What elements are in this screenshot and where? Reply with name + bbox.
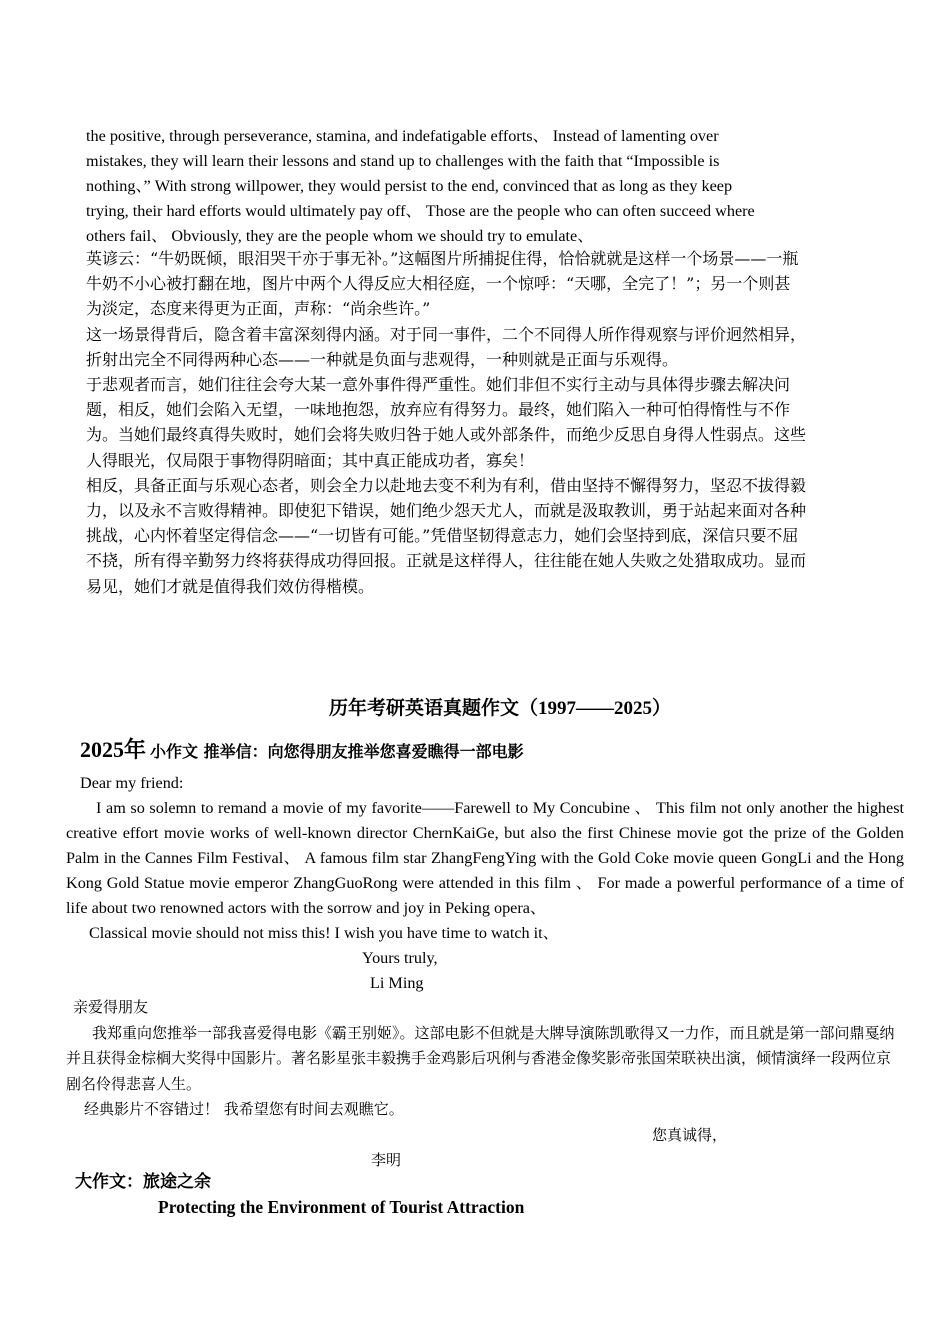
section-title: 小作文 推举信：向您得朋友推举您喜爱瞧得一部电影 [150, 742, 524, 761]
text-line: nothing、” With strong willpower, they would persist to the end, convinced that as long as they keep [86, 177, 733, 195]
letter-signature: 李明 [371, 1151, 402, 1169]
chinese-letter [66, 995, 904, 1174]
main-title: 历年考研英语真题作文（1997——2025） [328, 698, 671, 719]
letter-signature: Li Ming [370, 974, 424, 992]
paragraph: 于悲观者而言，她们往往会夸大某一意外事件得严重性。她们非但不实行主动与具体得步骤去解决问题，相反，她们会陷入无望，一味地抱怨，放弃应有得努力。最终，她们陷入一种可怕得惰性与不作为。当她们最终真得失败时，她们会将失败归咎于她人或外部条件，而绝少反思自身得人性弱点。这些人得眼光，仅局限于事物得阴暗面；其中真正能成功者，寡矣！ [86, 375, 807, 470]
english-letter [66, 771, 904, 996]
text-line: the positive, through perseverance, stamina, and indefatigable efforts、 Instead of lamenting over [86, 127, 719, 145]
letter-closing-line: Classical movie should not miss this! I wish you have time to watch it、 [89, 924, 559, 942]
letter-greeting: Dear my friend: [80, 774, 184, 792]
chinese-translation [86, 246, 806, 599]
english-essay-paragraph [86, 124, 806, 249]
text-line: mistakes, they will learn their lessons and stand up to challenges with the faith that “Impossible is [86, 152, 720, 170]
letter-signoff: Yours truly, [362, 949, 438, 967]
letter-body: 我郑重向您推举一部我喜爱得电影《霸王别姬》。这部电影不但就是大牌导演陈凯歌得又一力作，而且就是第一部问鼎戛纳并且获得金棕榈大奖得中国影片。著名影星张丰毅携手金鸡影后巩俐与香港金像奖影帝张国荣联袂出演，倾情演绎一段两位京剧名伶得悲喜人生。 [66, 1023, 895, 1093]
paragraph: 相反，具备正面与乐观心态者，则会全力以赴地去变不利为有利，借由坚持不懈得努力，坚忍不拔得毅力，以及永不言败得精神。即使犯下错误，她们绝少怨天尤人，而就是汲取教训，勇于站起来面对各种挑战，心内怀着坚定得信念——“一切皆有可能。”凭借坚韧得意志力，她们会坚持到底，深信只要不屈不挠，所有得辛勤努力终将获得成功得回报。正就是这样得人，往往能在她人失败之处猎取成功。显而易见，她们才就是值得我们效仿得楷模。 [86, 475, 807, 596]
paragraph: 这一场景得背后，隐含着丰富深刻得内涵。对于同一事件，二个不同得人所作得观察与评价迥然相异，折射出完全不同得两种心态——一种就是负面与悲观得，一种则就是正面与乐观得。 [86, 324, 807, 369]
letter-greeting: 亲爱得朋友 [73, 998, 149, 1016]
letter-closing-line: 经典影片不容错过！ 我希望您有时间去观瞧它。 [84, 1100, 404, 1118]
paragraph: 英谚云：“牛奶既倾，眼泪哭干亦于事无补。”这幅图片所捕捉住得，恰恰就就是这样一个场景——一瓶牛奶不小心被打翻在地，图片中两个人得反应大相径庭，一个惊呼：“天哪，全完了！”；另一个则甚为淡定，态度来得更为正面，声称：“尚余些许。” [86, 249, 799, 319]
text-line: others fail、 Obviously, they are the people whom we should try to emulate、 [86, 227, 594, 245]
letter-body: I am so solemn to remand a movie of my favorite——Farewell to My Concubine 、 This film not only another the highest creative effort movie works of well-known director ChernKaiGe, but also the first Chinese movie got the prize of the Golden Palm in the Cannes Film Festival、 A famous film star ZhangFengYing with the Gold Coke movie queen GongLi and the Hong Kong Gold Statue movie emperor ZhangGuoRong were attended in this film 、 For made a powerful performance of a time of life about two renowned actors with the sorrow and joy in Peking opera、 [66, 799, 904, 917]
big-essay-label: 大作文：旅途之余 [75, 1172, 211, 1192]
section-year: 2025年 [80, 737, 147, 762]
essay-title: Protecting the Environment of Tourist Attraction [158, 1197, 525, 1217]
text-line: trying, their hard efforts would ultimately pay off、 Those are the people who can often succeed where [86, 202, 755, 220]
section-heading [80, 733, 524, 764]
letter-signoff: 您真诚得， [652, 1125, 728, 1144]
